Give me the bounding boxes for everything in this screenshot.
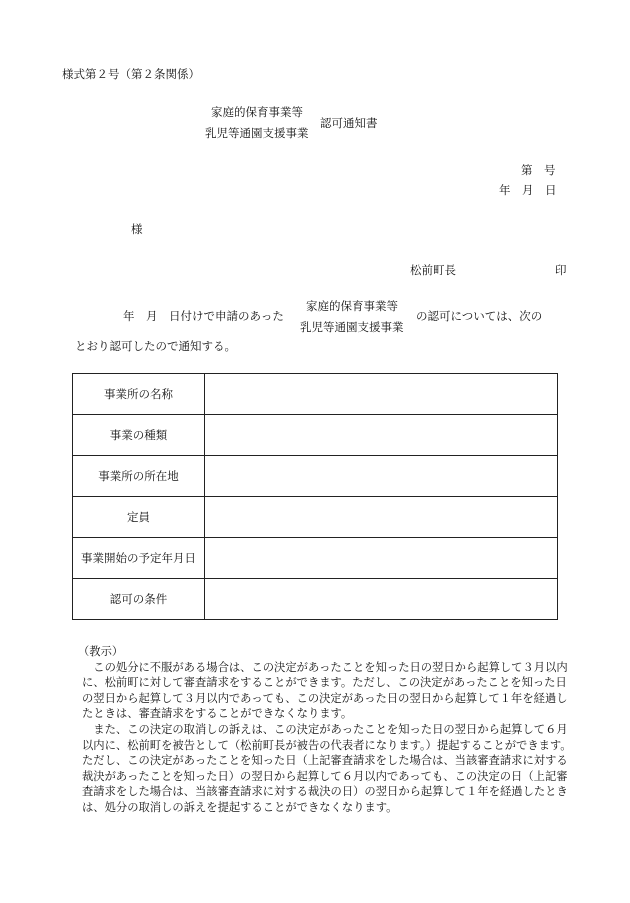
body-tail: とおり認可したので通知する。 [75,339,236,353]
row-label-start-date: 事業開始の予定年月日 [73,538,205,579]
row-label-capacity: 定員 [73,497,205,538]
seal-mark: 印 [555,263,567,277]
details-table [72,373,558,620]
row-value-capacity [205,497,558,538]
body-suffix: の認可については、次の [416,309,543,323]
row-label-facility-address: 事業所の所在地 [73,456,205,497]
notice-heading: （教示） [78,645,124,658]
row-value-start-date [205,538,558,579]
notice-paragraph-appeal: この処分に不服がある場合は、この決定があったことを知った日の翌日から起算して３月以内に、松前町に対して審査請求をすることができます。ただし、この決定があったことを知った日の翌日から起算して３月以内であっても、この決定があった日の翌日から起算して１年を経過したときは、審査請求をすることができなくなります。 [82,660,568,721]
table-row [73,415,558,456]
table-row [73,579,558,620]
issue-date: 年 月 日 [499,183,557,197]
issuer-name: 松前町長 [410,263,456,277]
row-label-conditions: 認可の条件 [73,579,205,620]
title-line-2: 乳児等通園支援事業 [205,126,309,140]
row-label-facility-name: 事業所の名称 [73,374,205,415]
table-row [73,374,558,415]
row-label-business-type: 事業の種類 [73,415,205,456]
document-number: 第 号 [521,163,556,177]
title-suffix: 認可通知書 [320,116,378,130]
body-business-line-1: 家庭的保育事業等 [306,299,398,313]
title-line-1: 家庭的保育事業等 [211,105,303,119]
notice-section [78,644,572,816]
body-business-line-2: 乳児等通園支援事業 [300,320,404,334]
recipient-suffix: 様 [131,222,143,236]
row-value-facility-name [205,374,558,415]
table-row [73,497,558,538]
row-value-business-type [205,415,558,456]
notice-paragraph-lawsuit: また、この決定の取消しの訴えは、この決定があったことを知った日の翌日から起算して６月以内に、松前町を被告として（松前町長が被告の代表者になります。）提起することができます。ただし、この決定があったことを知った日（上記審査請求をした場合は、当該審査請求に対する裁決があったことを知った日）の翌日から起算して６月以内であっても、この決定の日（上記審査請求をした場合は、当該審査請求に対する裁決の日）の翌日から起算して１年を経過したときは、処分の取消しの訴えを提起することができなくなります。 [82,722,572,814]
table-row [73,538,558,579]
body-prefix: 年 月 日付けで申請のあった [123,309,284,323]
table-row [73,456,558,497]
row-value-conditions [205,579,558,620]
form-label: 様式第２号（第２条関係） [62,67,200,81]
row-value-facility-address [205,456,558,497]
